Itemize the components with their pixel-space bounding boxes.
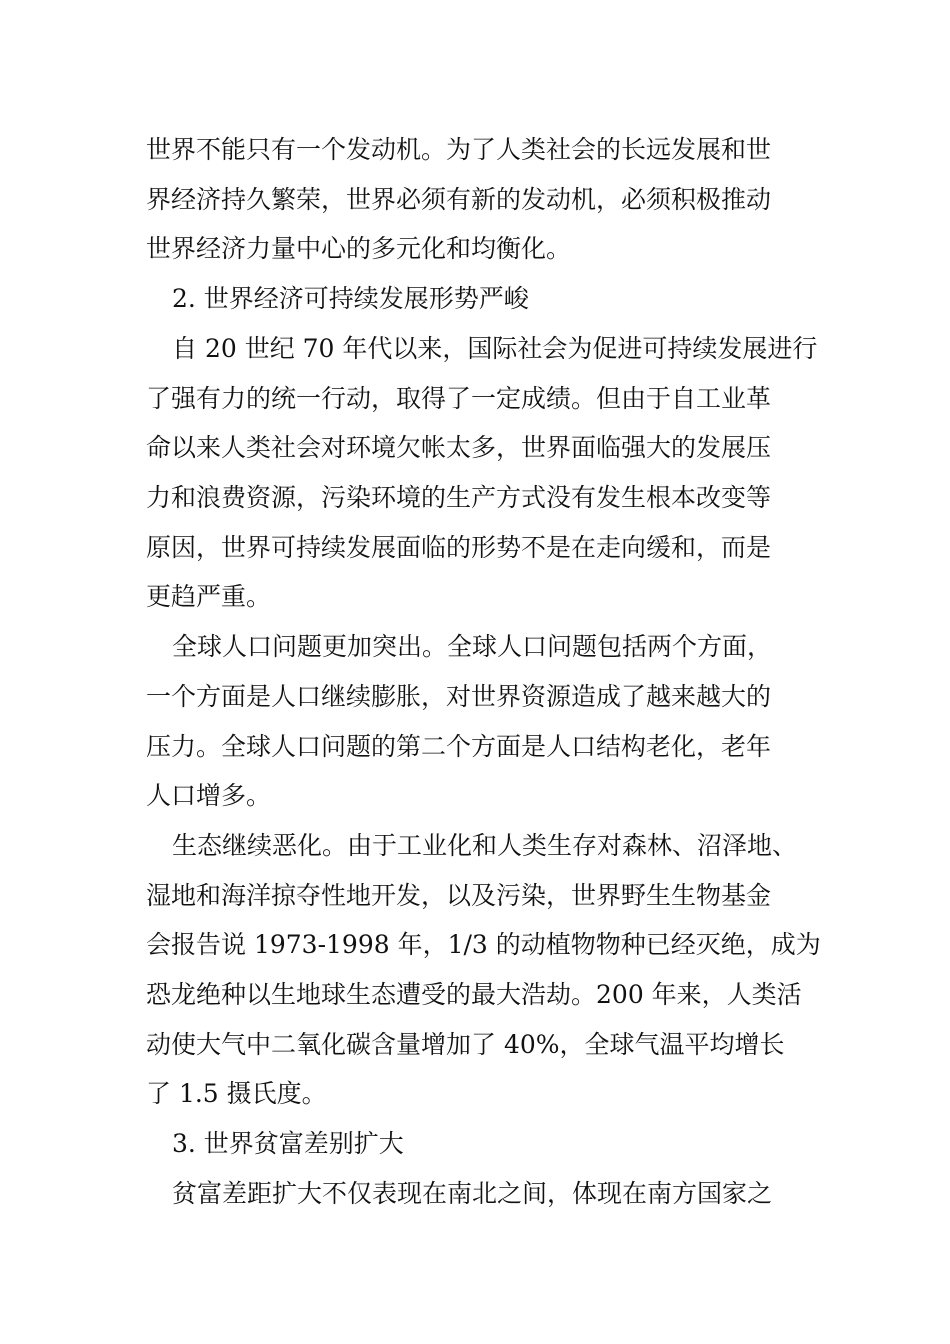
paragraph-line: 恐龙绝种以生地球生态遭受的最大浩劫。200 年来，人类活 [146, 980, 802, 1009]
paragraph-line: 一个方面是人口继续膨胀，对世界资源造成了越来越大的 [146, 682, 772, 711]
paragraph-line: 压力。全球人口问题的第二个方面是人口结构老化，老年 [146, 732, 772, 761]
paragraph-line: 会报告说 1973-1998 年，1/3 的动植物物种已经灭绝，成为 [146, 930, 821, 959]
paragraph-line: 贫富差距扩大不仅表现在南北之间，体现在南方国家之 [172, 1179, 773, 1208]
paragraph-line: 人口增多。 [146, 781, 272, 810]
paragraph-line: 世界经济力量中心的多元化和均衡化。 [146, 234, 572, 263]
paragraph-line: 更趋严重。 [146, 582, 272, 611]
paragraph-line: 湿地和海洋掠夺性地开发，以及污染，世界野生生物基金 [146, 881, 772, 910]
paragraph-line: 原因，世界可持续发展面临的形势不是在走向缓和，而是 [146, 533, 772, 562]
paragraph-line: 自 20 世纪 70 年代以来，国际社会为促进可持续发展进行 [172, 334, 818, 363]
paragraph-line: 命以来人类社会对环境欠帐太多，世界面临强大的发展压 [146, 433, 772, 462]
paragraph-line: 动使大气中二氧化碳含量增加了 40%，全球气温平均增长 [146, 1030, 785, 1059]
section-heading: 3. 世界贫富差别扩大 [172, 1129, 404, 1158]
paragraph-line: 了强有力的统一行动，取得了一定成绩。但由于自工业革 [146, 384, 772, 413]
paragraph-line: 全球人口问题更加突出。全球人口问题包括两个方面， [172, 632, 773, 661]
paragraph-line: 界经济持久繁荣，世界必须有新的发动机，必须积极推动 [146, 185, 772, 214]
paragraph-line: 世界不能只有一个发动机。为了人类社会的长远发展和世 [146, 135, 772, 164]
paragraph-line: 了 1.5 摄氏度。 [146, 1079, 327, 1108]
section-heading: 2. 世界经济可持续发展形势严峻 [172, 284, 529, 313]
paragraph-line: 生态继续恶化。由于工业化和人类生存对森林、沼泽地、 [172, 831, 798, 860]
paragraph-line: 力和浪费资源，污染环境的生产方式没有发生根本改变等 [146, 483, 772, 512]
